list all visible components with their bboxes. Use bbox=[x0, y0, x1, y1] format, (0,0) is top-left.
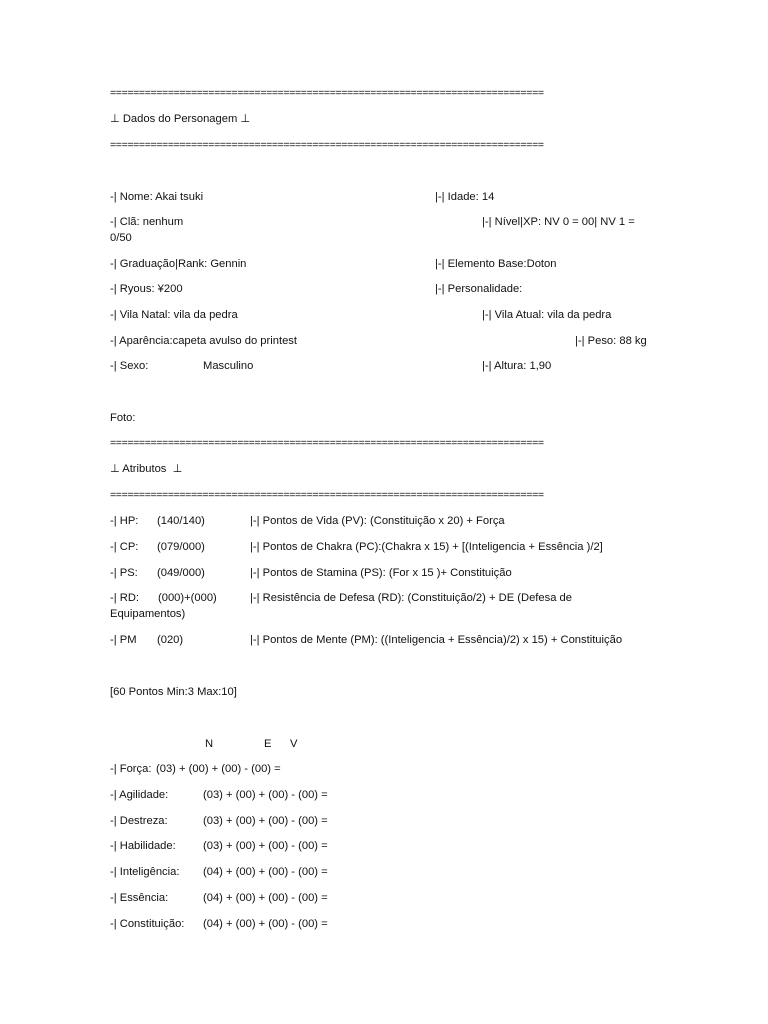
field-altura: |-| Altura: 1,90 bbox=[482, 360, 552, 372]
field-nivel-continued: 0/50 bbox=[110, 232, 132, 244]
stat-value: (049/000) bbox=[157, 567, 205, 579]
attr-formula: (03) + (00) + (00) - (00) = bbox=[203, 840, 328, 852]
separator-line: =========================================================================== bbox=[110, 437, 544, 449]
attr-formula: (04) + (00) + (00) - (00) = bbox=[203, 866, 328, 878]
field-sexo-value: Masculino bbox=[203, 360, 254, 372]
field-idade: |-| Idade: 14 bbox=[435, 191, 495, 203]
attr-formula: (03) + (00) + (00) - (00) = bbox=[203, 815, 328, 827]
field-foto: Foto: bbox=[110, 412, 136, 424]
field-graduacao: -| Graduação|Rank: Gennin bbox=[110, 258, 247, 270]
attr-label: -| Constituição: bbox=[110, 918, 185, 930]
attr-label: -| Essência: bbox=[110, 892, 169, 904]
attr-label: -| Agilidade: bbox=[110, 789, 169, 801]
attr-formula: (04) + (00) + (00) - (00) = bbox=[203, 892, 328, 904]
stat-value: (020) bbox=[157, 634, 184, 646]
field-cla: -| Clã: nenhum bbox=[110, 216, 184, 228]
field-aparencia: -| Aparência:capeta avulso do printest bbox=[110, 335, 297, 347]
attr-label: -| Inteligência: bbox=[110, 866, 180, 878]
stat-label: -| RD: bbox=[110, 592, 140, 604]
stat-value: (140/140) bbox=[157, 515, 205, 527]
stat-description: |-| Resistência de Defesa (RD): (Constituição/2) + DE (Defesa de bbox=[250, 592, 572, 604]
attr-label: -| Habilidade: bbox=[110, 840, 176, 852]
field-vila-natal: -| Vila Natal: vila da pedra bbox=[110, 309, 238, 321]
attr-formula: (03) + (00) + (00) - (00) = bbox=[203, 789, 328, 801]
stat-description-continued: Equipamentos) bbox=[110, 608, 186, 620]
field-personalidade: |-| Personalidade: bbox=[435, 283, 523, 295]
separator-line: =========================================================================== bbox=[110, 489, 544, 501]
field-ryous: -| Ryous: ¥200 bbox=[110, 283, 183, 295]
column-header-n: N bbox=[205, 738, 214, 750]
column-header-v: V bbox=[290, 738, 298, 750]
stat-value: (000)+(000) bbox=[158, 592, 217, 604]
points-note: [60 Pontos Min:3 Max:10] bbox=[110, 686, 237, 698]
stat-description: |-| Pontos de Mente (PM): ((Inteligencia + Essência)/2) x 15) + Constituição bbox=[250, 634, 623, 646]
stat-label: -| CP: bbox=[110, 541, 139, 553]
field-elemento: |-| Elemento Base:Doton bbox=[435, 258, 557, 270]
separator-line: =========================================================================== bbox=[110, 87, 544, 99]
field-sexo-label: -| Sexo: bbox=[110, 360, 149, 372]
separator-line: =========================================================================== bbox=[110, 139, 544, 151]
stat-description: |-| Pontos de Stamina (PS): (For x 15 )+ Constituição bbox=[250, 567, 512, 579]
field-vila-atual: |-| Vila Atual: vila da pedra bbox=[482, 309, 612, 321]
stat-description: |-| Pontos de Chakra (PC):(Chakra x 15) + [(Inteligencia + Essência )/2] bbox=[250, 541, 603, 553]
field-nome: -| Nome: Akai tsuki bbox=[110, 191, 204, 203]
stat-label: -| PS: bbox=[110, 567, 138, 579]
section-title-atributos: ⊥ Atributos ⊥ bbox=[110, 463, 183, 475]
stat-label: -| PM bbox=[110, 634, 137, 646]
stat-description: |-| Pontos de Vida (PV): (Constituição x 20) + Força bbox=[250, 515, 505, 527]
section-title-dados: ⊥ Dados do Personagem ⊥ bbox=[110, 113, 251, 125]
attr-formula: (04) + (00) + (00) - (00) = bbox=[203, 918, 328, 930]
field-peso: |-| Peso: 88 kg bbox=[575, 335, 647, 347]
column-header-e: E bbox=[264, 738, 272, 750]
stat-label: -| HP: bbox=[110, 515, 139, 527]
attr-formula: (03) + (00) + (00) - (00) = bbox=[156, 763, 281, 775]
attr-label-forca: -| Força: bbox=[110, 763, 152, 775]
stat-value: (079/000) bbox=[157, 541, 205, 553]
attr-label: -| Destreza: bbox=[110, 815, 168, 827]
field-nivel: |-| Nível|XP: NV 0 = 00| NV 1 = bbox=[482, 216, 635, 228]
